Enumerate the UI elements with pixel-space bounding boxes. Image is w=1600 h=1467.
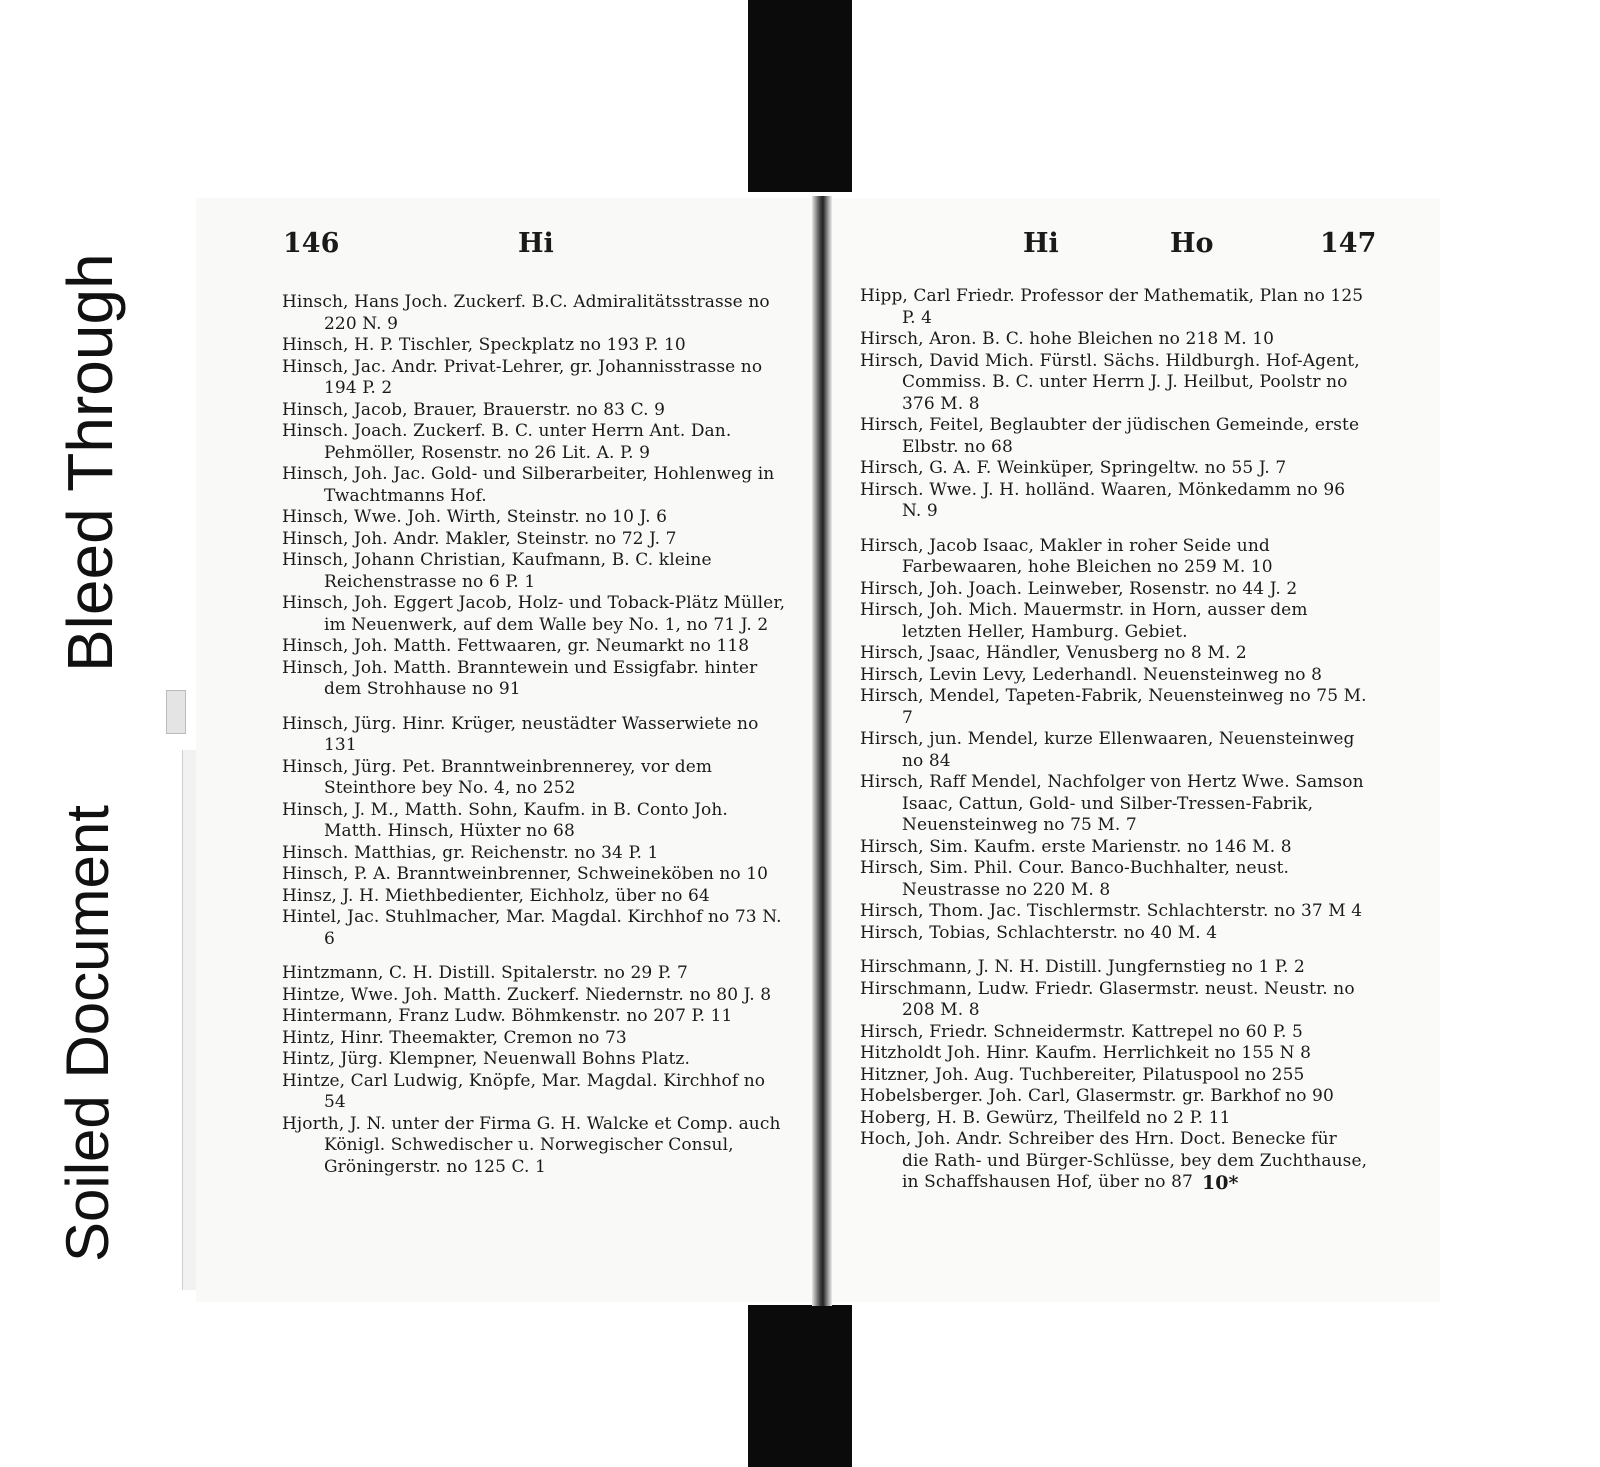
entry: Hintz, Hinr. Theemakter, Cremon no 73 <box>282 1027 627 1048</box>
entry: Hirsch, Sim. Kaufm. erste Marienstr. no 146 M. 8 <box>860 836 1292 857</box>
entry: Hinsch, Joh. Matth. Branntewein und Essigfabr. hinter dem Strohhause no 91 <box>282 657 758 699</box>
right-page-number: 147 <box>1320 228 1377 259</box>
entry: Hinsch, Jac. Andr. Privat-Lehrer, gr. Johannisstrasse no 194 P. 2 <box>282 356 763 398</box>
entry: Hirsch, Joh. Joach. Leinweber, Rosenstr. no 44 J. 2 <box>860 578 1298 599</box>
entry: Hirschmann, Ludw. Friedr. Glasermstr. neust. Neustr. no 208 M. 8 <box>860 978 1355 1020</box>
page-tab <box>166 690 186 734</box>
entry: Hinsch, Hans Joch. Zuckerf. B.C. Admiralitätsstrasse no 220 N. 9 <box>282 292 770 334</box>
entry: Hinsch, J. M., Matth. Sohn, Kaufm. in B. Conto Joh. Matth. Hinsch, Hüxter no 68 <box>282 799 728 841</box>
entry: Hitzner, Joh. Aug. Tuchbereiter, Pilatuspool no 255 <box>860 1064 1305 1085</box>
entry: Hintze, Wwe. Joh. Matth. Zuckerf. Niedernstr. no 80 J. 8 <box>282 984 772 1005</box>
entry: Hintzmann, C. H. Distill. Spitalerstr. no 29 P. 7 <box>282 963 688 983</box>
entry: Hirsch, Sim. Phil. Cour. Banco-Buchhalter, neust. Neustrasse no 220 M. 8 <box>860 858 1290 900</box>
entry: Hinsch. Matthias, gr. Reichenstr. no 34 P. 1 <box>282 842 659 863</box>
black-clip-bottom <box>748 1305 852 1467</box>
left-page-heading: Hi <box>518 228 554 259</box>
entry: Hinsch, Joh. Matth. Fettwaaren, gr. Neumarkt no 118 <box>282 636 750 656</box>
entry: Hirsch, Thom. Jac. Tischlermstr. Schlachterstr. no 37 M 4 <box>860 901 1363 921</box>
entry: Hirsch, Levin Levy, Lederhandl. Neuensteinweg no 8 <box>860 664 1323 685</box>
black-clip-top <box>748 0 852 192</box>
entry: Hintz, Jürg. Klempner, Neuenwall Bohns Platz. <box>282 1049 690 1069</box>
entry: Hinsch, H. P. Tischler, Speckplatz no 193 P. 10 <box>282 335 686 355</box>
entry: Hjorth, J. N. unter der Firma G. H. Walcke et Comp. auch Königl. Schwedischer u. Norwegischer Consul, Gröningerstr. no 125 C. 1 <box>282 1113 781 1177</box>
soiled-document-label: Soiled Document <box>54 805 121 1262</box>
entry: Hoch, Joh. Andr. Schreiber des Hrn. Doct. Benecke für die Rath- und Bürger-Schlüsse, bey dem Zuchthause, in Schaffshausen Hof, über no 87 <box>860 1129 1368 1192</box>
entry: Hintermann, Franz Ludw. Böhmkenstr. no 207 P. 11 <box>282 1006 733 1026</box>
entry: Hirschmann, J. N. H. Distill. Jungfernstieg no 1 P. 2 <box>860 957 1305 977</box>
entry: Hintel, Jac. Stuhlmacher, Mar. Magdal. Kirchhof no 73 N. 6 <box>282 907 782 949</box>
entry: Hipp, Carl Friedr. Professor der Mathematik, Plan no 125 P. 4 <box>860 286 1364 328</box>
entry: Hinsch, Johann Christian, Kaufmann, B. C. kleine Reichenstrasse no 6 P. 1 <box>282 550 712 592</box>
entry: Hoberg, H. B. Gewürz, Theilfeld no 2 P. 11 <box>860 1107 1231 1128</box>
entry: Hirsch, Jacob Isaac, Makler in roher Seide und Farbewaaren, hohe Bleichen no 259 M. 10 <box>860 535 1273 577</box>
entry: Hitzholdt Joh. Hinr. Kaufm. Herrlichkeit no 155 N 8 <box>860 1043 1312 1063</box>
entry: Hirsch. Wwe. J. H. holländ. Waaren, Mönkedamm no 96 N. 9 <box>860 479 1346 521</box>
right-entries-list <box>860 286 1368 1194</box>
right-page-heading-right: Ho <box>1170 228 1214 259</box>
left-entries-list <box>282 292 790 1178</box>
entry: Hirsch, jun. Mendel, kurze Ellenwaaren, Neuensteinweg no 84 <box>860 729 1355 771</box>
signature-mark: 10* <box>1202 1172 1239 1194</box>
entry: Hinsch, Jürg. Hinr. Krüger, neustädter Wasserwiete no 131 <box>282 713 759 755</box>
entry: Hinsch, Joh. Eggert Jacob, Holz- und Toback-Plätz Müller, im Neuenwerk, auf dem Walle bey No. 1, no 71 J. 2 <box>282 593 786 635</box>
entry: Hobelsberger. Joh. Carl, Glasermstr. gr. Barkhof no 90 <box>860 1086 1334 1106</box>
entry: Hintze, Carl Ludwig, Knöpfe, Mar. Magdal. Kirchhof no 54 <box>282 1070 766 1112</box>
book-gutter <box>812 196 832 1306</box>
entry: Hirsch, Friedr. Schneidermstr. Kattrepel no 60 P. 5 <box>860 1021 1303 1042</box>
entry: Hinsch, Jacob, Brauer, Brauerstr. no 83 C. 9 <box>282 399 665 420</box>
entry: Hirsch, G. A. F. Weinküper, Springeltw. no 55 J. 7 <box>860 458 1287 478</box>
left-page-number: 146 <box>283 228 340 259</box>
entry: Hirsch, Mendel, Tapeten-Fabrik, Neuensteinweg no 75 M. 7 <box>860 686 1367 728</box>
entry: Hirsch, Aron. B. C. hohe Bleichen no 218 M. 10 <box>860 329 1275 349</box>
entry: Hinsch, P. A. Branntweinbrenner, Schweineköben no 10 <box>282 864 769 884</box>
entry: Hirsch, Raff Mendel, Nachfolger von Hertz Wwe. Samson Isaac, Cattun, Gold- und Silber-Tressen-Fabrik, Neuensteinweg no 75 M. 7 <box>860 772 1364 835</box>
entry: Hinsz, J. H. Miethbedienter, Eichholz, über no 64 <box>282 885 710 906</box>
entry: Hinsch, Joh. Andr. Makler, Steinstr. no 72 J. 7 <box>282 528 677 549</box>
entry: Hinsch, Wwe. Joh. Wirth, Steinstr. no 10 J. 6 <box>282 507 668 527</box>
entry: Hinsch, Joh. Jac. Gold- und Silberarbeiter, Hohlenweg in Twachtmanns Hof. <box>282 464 775 506</box>
entry: Hinsch. Joach. Zuckerf. B. C. unter Herrn Ant. Dan. Pehmöller, Rosenstr. no 26 Lit. A. P. 9 <box>282 421 732 463</box>
bleed-through-label: Bleed Through <box>54 253 126 672</box>
entry: Hirsch, David Mich. Fürstl. Sächs. Hildburgh. Hof-Agent, Commiss. B. C. unter Herrn J. J. Heilbut, Poolstr no 376 M. 8 <box>860 350 1360 414</box>
entry: Hirsch, Tobias, Schlachterstr. no 40 M. 4 <box>860 922 1218 943</box>
entry: Hirsch, Jsaac, Händler, Venusberg no 8 M. 2 <box>860 643 1247 663</box>
right-page-heading-left: Hi <box>1023 228 1059 259</box>
entry: Hirsch, Feitel, Beglaubter der jüdischen Gemeinde, erste Elbstr. no 68 <box>860 415 1360 457</box>
entry: Hirsch, Joh. Mich. Mauermstr. in Horn, ausser dem letzten Heller, Hamburg. Gebiet. <box>860 600 1308 642</box>
entry: Hinsch, Jürg. Pet. Branntweinbrennerey, vor dem Steinthore bey No. 4, no 252 <box>282 756 713 798</box>
